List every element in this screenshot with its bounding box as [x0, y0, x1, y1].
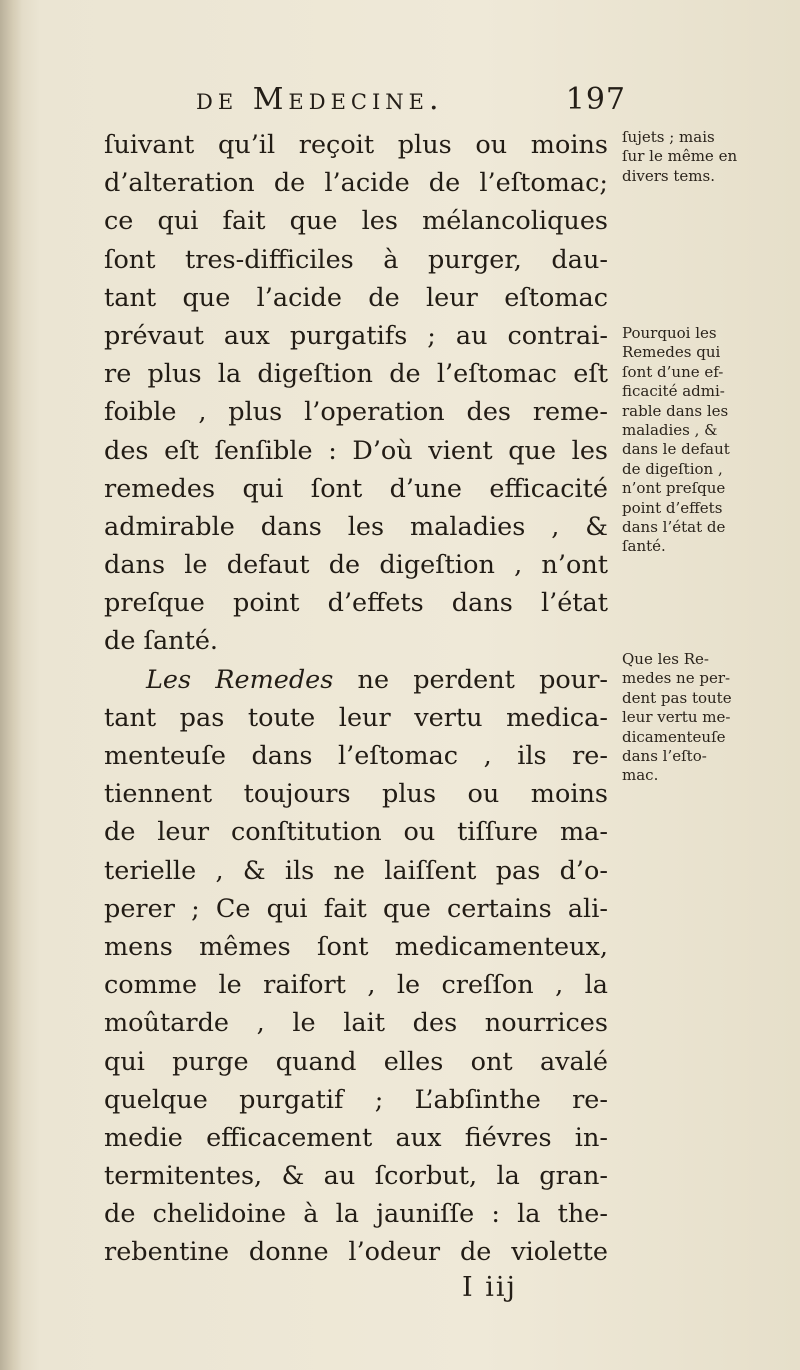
text-line: tiennent toujours plus ou moins: [104, 779, 608, 810]
text-line: rebentine donne l’odeur de violette: [104, 1237, 608, 1268]
margin-note-line: rable dans les: [622, 401, 729, 420]
text-line: remedes qui ſont d’une efficacité: [104, 473, 608, 504]
margin-note-line: Pourquoi les: [622, 324, 717, 342]
margin-note-line: ficacité admi-: [622, 382, 725, 401]
text-line: ſont tres-difficiles à purger, dau-: [104, 244, 608, 275]
text-line: de chelidoine à la jauniſſe : la the-: [104, 1199, 608, 1230]
text-line: des eſt ſenſible : D’où vient que les: [104, 435, 608, 466]
margin-note-3: [622, 650, 772, 786]
text-line: terielle , & ils ne laiſſent pas d’o-: [104, 855, 608, 886]
running-head-title: de Medecine.: [196, 82, 444, 117]
margin-note-line: n’ont preſque: [622, 479, 726, 498]
margin-note-line: point d’effets: [622, 498, 723, 517]
text-line: de leur conſtitution ou tiſſure ma-: [104, 817, 608, 848]
text-line: moûtarde , le lait des nourrices: [104, 1008, 608, 1039]
margin-note-line: dans le defaut: [622, 440, 730, 459]
text-line: medie efficacement aux fiévres in-: [104, 1122, 608, 1153]
margin-note-1: [622, 128, 772, 186]
text-line: de ſanté.: [104, 626, 219, 657]
margin-note-line: ſujets ; mais: [622, 128, 715, 146]
margin-note-line: divers tems.: [622, 166, 715, 185]
main-text-block: [104, 126, 608, 1272]
text-fragment: ne perdent pour-: [333, 664, 608, 695]
margin-note-line: Remedes qui: [622, 343, 721, 362]
page-number: 197: [565, 82, 626, 117]
running-head: [196, 82, 626, 122]
text-line: ſuivant qu’il reçoit plus ou moins: [104, 130, 608, 160]
margin-note-line: dans l’état de: [622, 518, 726, 537]
text-line: quelque purgatif ; L’abſinthe re-: [104, 1084, 608, 1115]
margin-note-line: leur vertu me-: [622, 708, 731, 727]
margin-note-line: dicamenteuſe: [622, 727, 726, 746]
signature-mark: I iij: [462, 1272, 517, 1303]
margin-note-2: [622, 324, 772, 557]
margin-note-line: ſur le même en: [622, 147, 738, 166]
margin-note-line: ſanté.: [622, 537, 666, 556]
text-line: mens mêmes ſont medicamenteux,: [104, 931, 608, 962]
margin-note-line: de digeſtion ,: [622, 459, 723, 478]
text-line: menteuſe dans l’eſtomac , ils re-: [104, 741, 608, 771]
margin-note-line: Que les Re-: [622, 650, 709, 668]
margin-note-line: mac.: [622, 766, 659, 785]
text-line: foible , plus l’operation des reme-: [104, 397, 608, 428]
text-line: dans le defaut de digeſtion , n’ont: [104, 550, 608, 581]
text-line: d’alteration de l’acide de l’eſtomac;: [104, 168, 608, 199]
text-line: tant pas toute leur vertu medica-: [104, 702, 608, 733]
text-line: admirable dans les maladies , &: [104, 511, 608, 542]
margin-note-line: dans l’eſto-: [622, 747, 707, 766]
text-line: comme le raifort , le creſſon , la: [104, 970, 608, 1001]
text-line: ce qui fait que les mélancoliques: [104, 206, 608, 237]
margin-note-line: dent pas toute: [622, 688, 732, 707]
text-line: prévaut aux purgatifs ; au contrai-: [104, 320, 608, 351]
text-line: termitentes, & au ſcorbut, la gran-: [104, 1161, 608, 1192]
paragraph-start-line: [104, 661, 608, 699]
text-line: re plus la digeſtion de l’eſtomac eſt: [104, 359, 608, 390]
text-line: preſque point d’effets dans l’état: [104, 588, 608, 619]
margin-note-line: ſont d’une ef-: [622, 362, 724, 381]
margin-note-line: medes ne per-: [622, 669, 731, 688]
text-line: tant que l’acide de leur eſtomac: [104, 282, 608, 313]
italic-phrase: Les Remedes: [146, 664, 334, 695]
text-line: perer ; Ce qui fait que certains ali-: [104, 893, 608, 924]
text-line: qui purge quand elles ont avalé: [104, 1046, 608, 1077]
margin-note-line: maladies , &: [622, 421, 718, 440]
gutter-shadow: [0, 0, 22, 1370]
